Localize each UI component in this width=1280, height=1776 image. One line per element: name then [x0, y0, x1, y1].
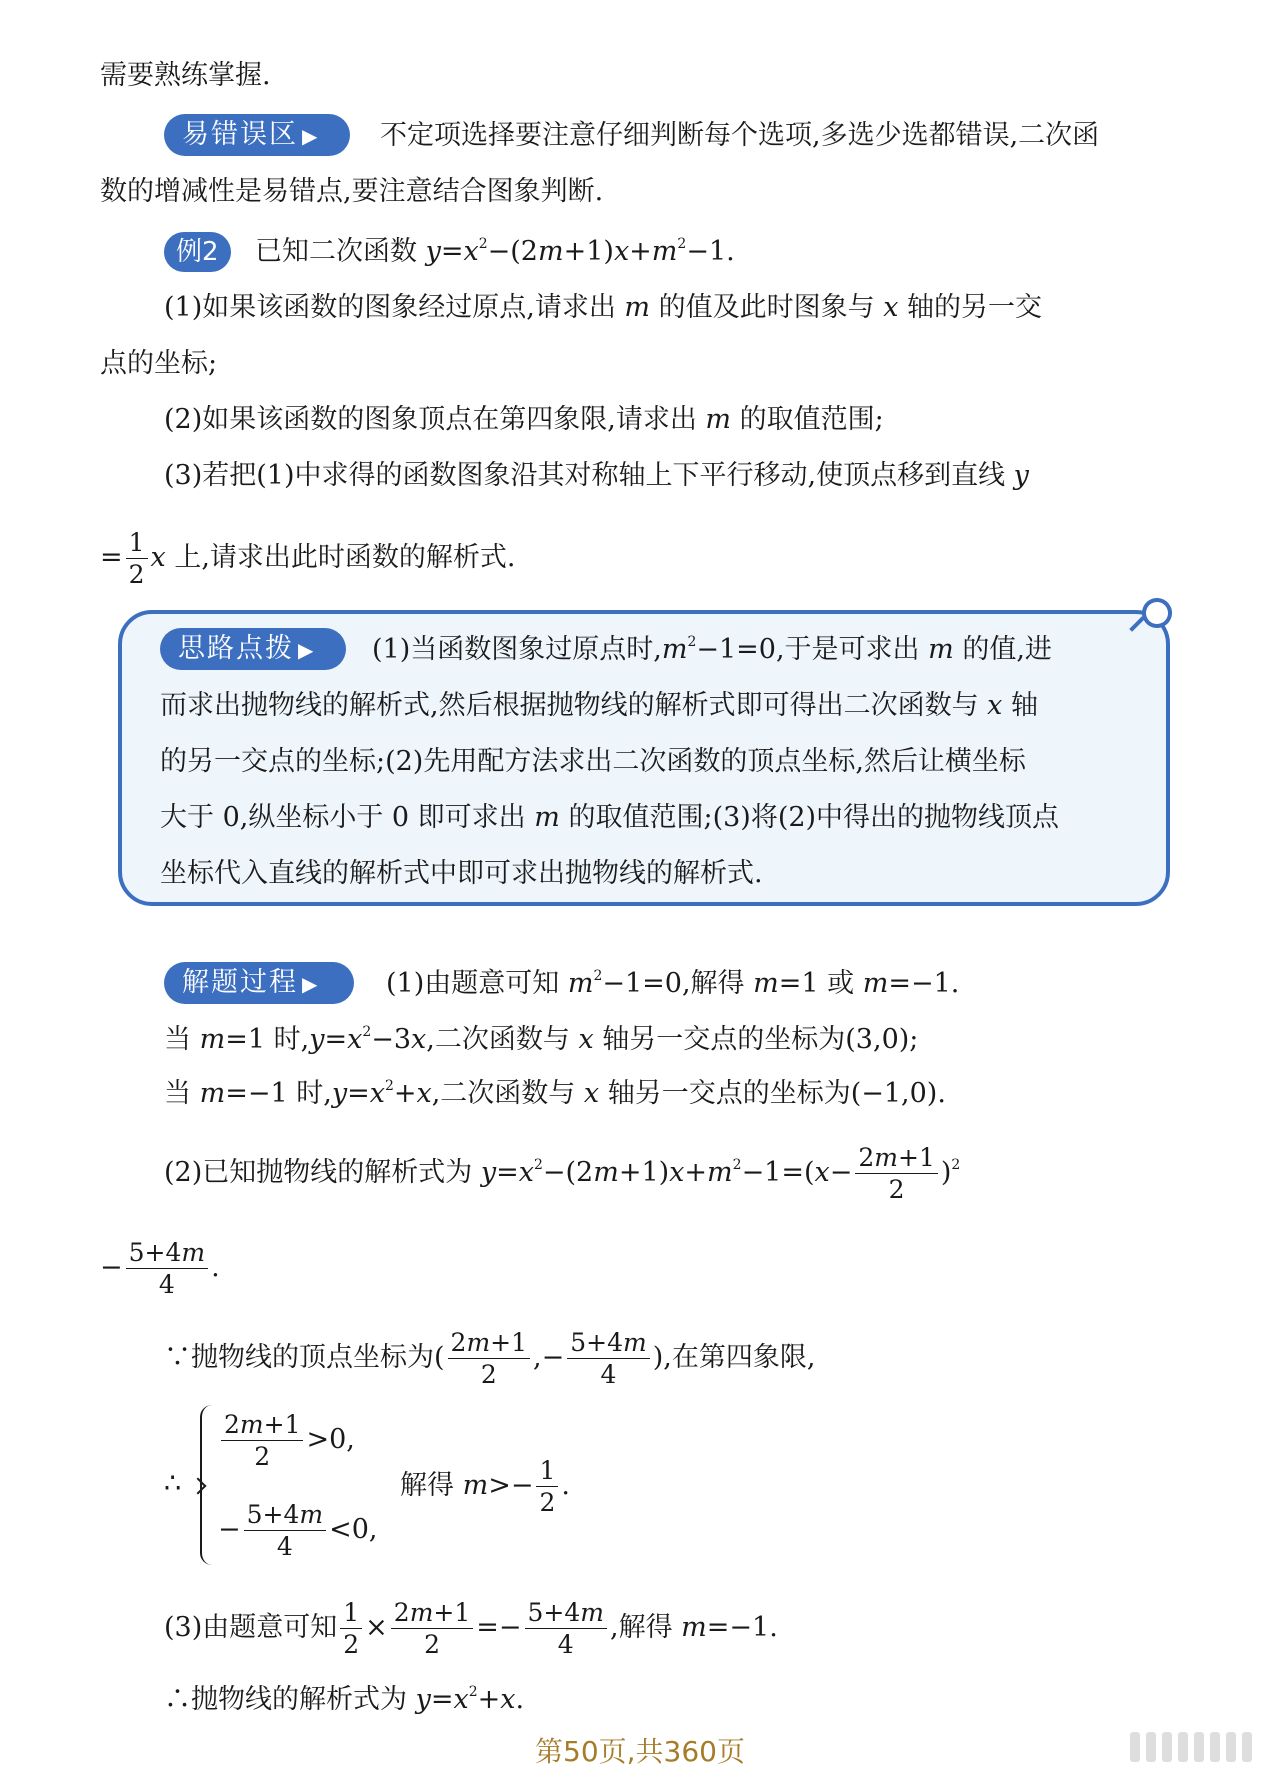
- solution-vertex: ∵抛物线的顶点坐标为( $\frac{2m+1}{2}$ ,− $\frac{5+4m}{4}$ ),在第四象限,: [164, 1328, 816, 1389]
- mistake-tag: [164, 114, 350, 156]
- page-edge-mark: [1130, 1732, 1140, 1762]
- solution-step-2: (2)已知抛物线的解析式为 $y=x^2-(2m+1)x+m^2-1=(x-$ $\frac{2m+1}{2}$ )$^2$: [164, 1143, 961, 1204]
- hint-line-5: 坐标代入直线的解析式中即可求出抛物线的解析式.: [160, 858, 763, 889]
- question-3: (3)若把(1)中求得的函数图象沿其对称轴上下平行移动,使顶点移到直线 y: [164, 460, 1029, 491]
- mistake-tag-label: 易错误区: [182, 119, 298, 150]
- solution-step-1b: 当 m=−1 时$,y=x^2+x$,二次函数与 x 轴另一交点的坐标为(−1,0).: [164, 1078, 946, 1109]
- page-edge-mark: [1194, 1732, 1204, 1762]
- question-2: (2)如果该函数的图象顶点在第四象限,请求出 m 的取值范围;: [164, 404, 884, 435]
- question-1-cont: 点的坐标;: [100, 348, 218, 379]
- intro-text: 需要熟练掌握.: [100, 60, 271, 91]
- play-arrow-icon: ▶: [298, 638, 314, 662]
- solution-conclusion: ∴抛物线的解析式为 $y=x^2+x$.: [164, 1684, 525, 1715]
- solution-step-2-cont: − $\frac{5+4m}{4}$ .: [100, 1238, 220, 1299]
- page-edge-mark: [1162, 1732, 1172, 1762]
- hint-line-2: 而求出抛物线的解析式,然后根据抛物线的解析式即可得出二次函数与 x 轴: [160, 690, 1038, 721]
- hint-tag: [160, 628, 346, 670]
- inequality-2: − $\frac{5+4m}{4}$ <0,: [218, 1500, 378, 1561]
- page-number: 第50页,共360页: [535, 1735, 745, 1768]
- hint-tag-label: 思路点拨: [178, 633, 294, 664]
- solution-tag-label: 解题过程: [182, 967, 298, 998]
- hint-line-1: (1)当函数图象过原点时$,m^2-1=0$,于是可求出 m 的值,进: [372, 634, 1052, 665]
- page-edge-mark: [1226, 1732, 1236, 1762]
- solution-step-1a: 当 m=1 时$,y=x^2-3x$,二次函数与 x 轴另一交点的坐标为(3,0);: [164, 1024, 919, 1055]
- solution-step-1: (1)由题意可知 $m^2-1=0$,解得 m=1 或 m=−1.: [386, 968, 960, 999]
- example-stem: 已知二次函数 $y=x^2-(2m+1)x+m^2-1$.: [255, 236, 735, 267]
- solution-step-3: (3)由题意可知 $\frac{1}{2}$ × $\frac{2m+1}{2}$ =− $\frac{5+4m}{4}$ ,解得 m=−1.: [164, 1598, 778, 1659]
- page-edge-mark: [1178, 1732, 1188, 1762]
- question-3-cont: = $\frac{1}{2}$ x 上,请求出此时函数的解析式.: [100, 528, 516, 589]
- solution-tag: [164, 962, 354, 1004]
- hint-line-3: 的另一交点的坐标;(2)先用配方法求出二次函数的顶点坐标,然后让横坐标: [160, 746, 1026, 777]
- therefore-symbol: ∴: [164, 1468, 182, 1499]
- hint-line-4: 大于 0,纵坐标小于 0 即可求出 m 的取值范围;(3)将(2)中得出的抛物线顶点: [160, 802, 1060, 833]
- page-edge-mark: [1146, 1732, 1156, 1762]
- page-edge-mark: [1210, 1732, 1220, 1762]
- page-edge-mark: [1242, 1732, 1252, 1762]
- play-arrow-icon: ▶: [302, 972, 318, 996]
- play-arrow-icon: ▶: [302, 124, 318, 148]
- example-tag: 例2: [164, 232, 231, 272]
- question-1: (1)如果该函数的图象经过原点,请求出 m 的值及此时图象与 x 轴的另一交: [164, 292, 1043, 323]
- inequality-1: $\frac{2m+1}{2}$ >0,: [218, 1412, 355, 1469]
- inequality-result: 解得 m>− $\frac{1}{2}$ .: [400, 1456, 570, 1517]
- mistake-line-2: 数的增减性是易错点,要注意结合图象判断.: [100, 176, 604, 207]
- mistake-line-1: 不定项选择要注意仔细判断每个选项,多选少选都错误,二次函: [380, 120, 1100, 151]
